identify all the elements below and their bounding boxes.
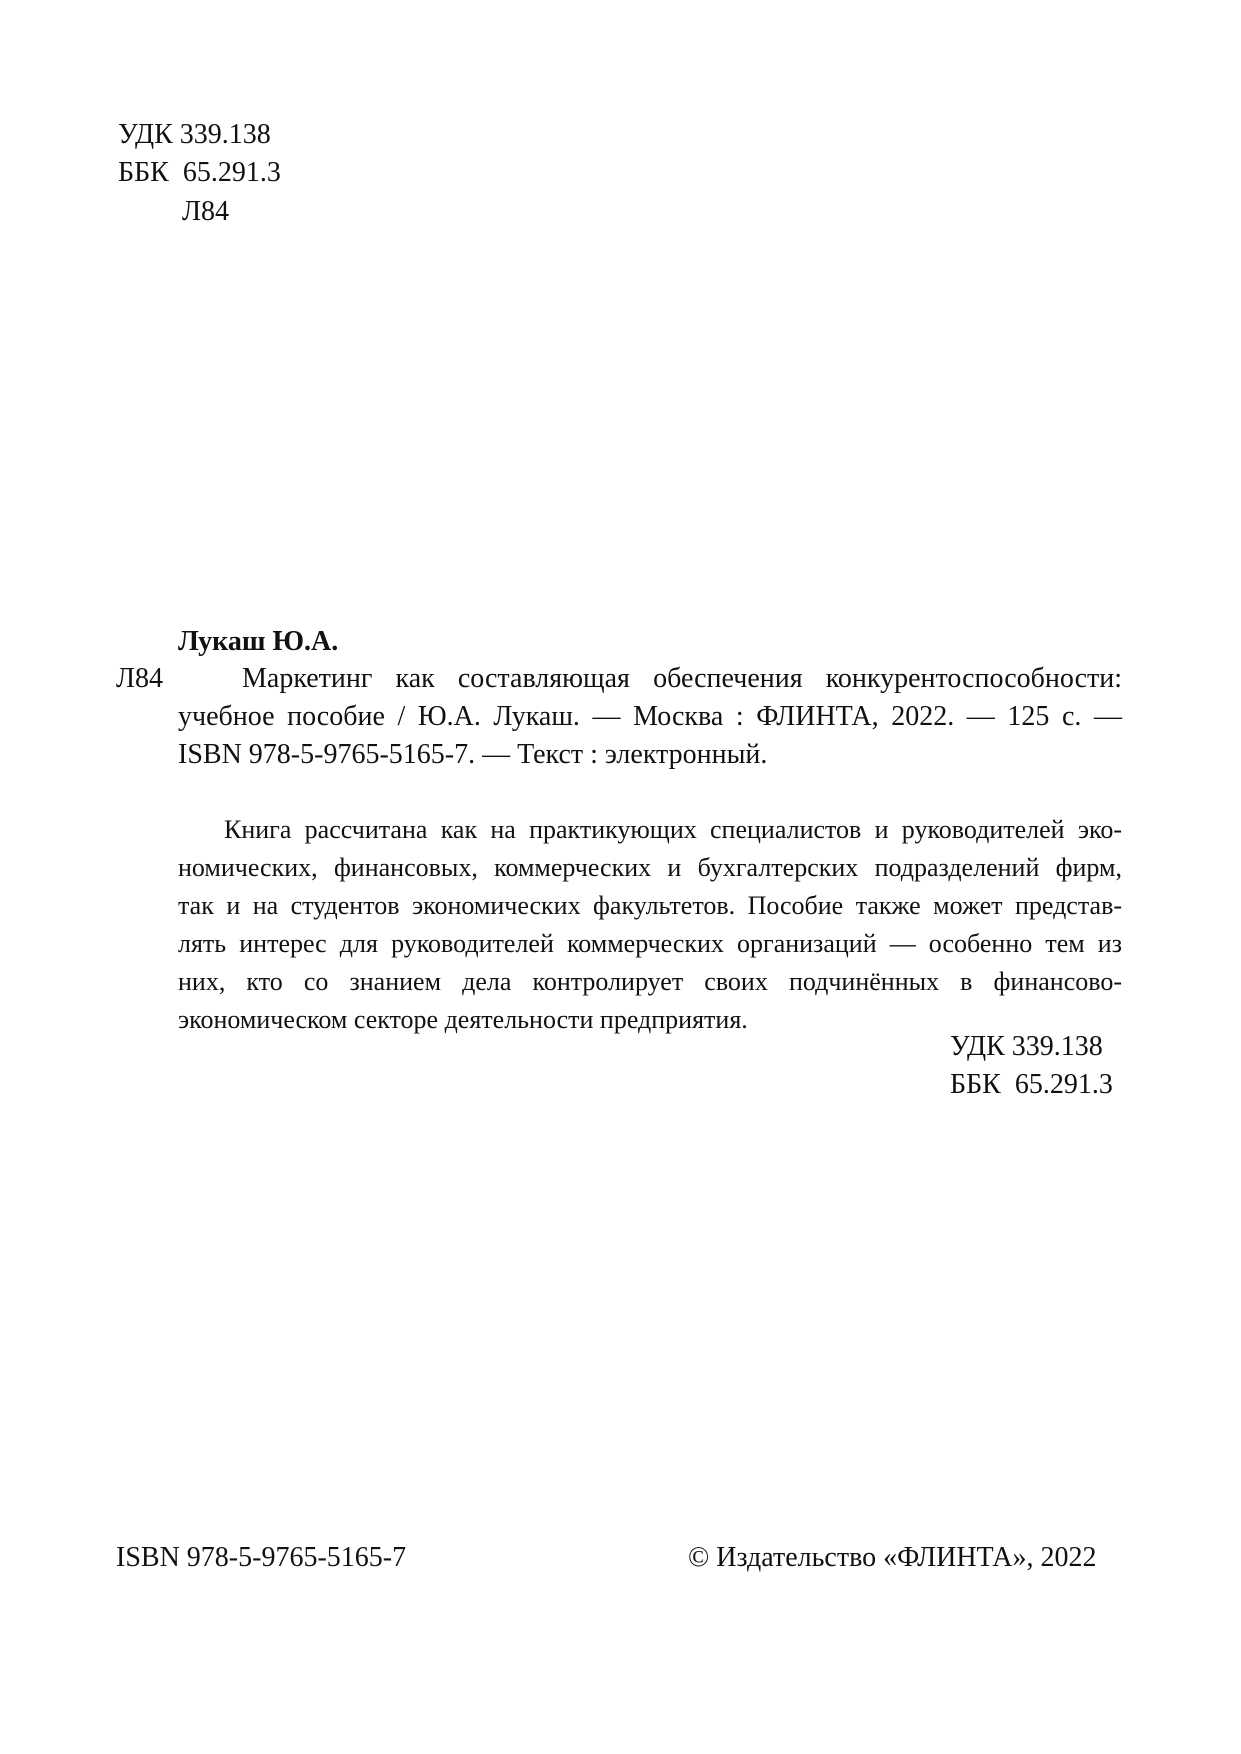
udk-code-top: УДК 339.138 [118,119,271,150]
annotation-line: них, кто со знанием дела контролирует своих подчинённых в финансово- [178,967,1122,996]
bibliographic-description [178,660,1122,774]
bbk-code-bottom: ББК 65.291.3 [950,1069,1113,1100]
copyright-notice: © Издательство «ФЛИНТА», 2022 [688,1542,1097,1573]
annotation [178,811,1122,1039]
author-name: Лукаш Ю.А. [178,626,339,657]
biblio-line: ISBN 978-5-9765-5165-7. — Текст : электронный. [178,739,768,770]
annotation-line: так и на студентов экономических факультетов. Пособие также может представ- [178,891,1122,920]
udk-code-bottom: УДК 339.138 [950,1031,1103,1062]
annotation-line: номических, финансовых, коммерческих и бухгалтерских подразделений фирм, [178,853,1122,882]
biblio-line: Маркетинг как составляющая обеспечения конкурентоспособности: [242,663,1122,694]
author-mark-side: Л84 [116,663,163,694]
annotation-line: экономическом секторе деятельности предприятия. [178,1005,748,1034]
bbk-code-top: ББК 65.291.3 [118,157,281,188]
isbn-footer: ISBN 978-5-9765-5165-7 [116,1542,407,1573]
author-mark-top: Л84 [182,196,229,227]
annotation-line: лять интерес для руководителей коммерческих организаций — особенно тем из [178,929,1122,958]
annotation-line: Книга рассчитана как на практикующих специалистов и руководителей эко- [224,815,1122,844]
biblio-line: учебное пособие / Ю.А. Лукаш. — Москва : ФЛИНТА, 2022. — 125 с. — [178,701,1122,732]
